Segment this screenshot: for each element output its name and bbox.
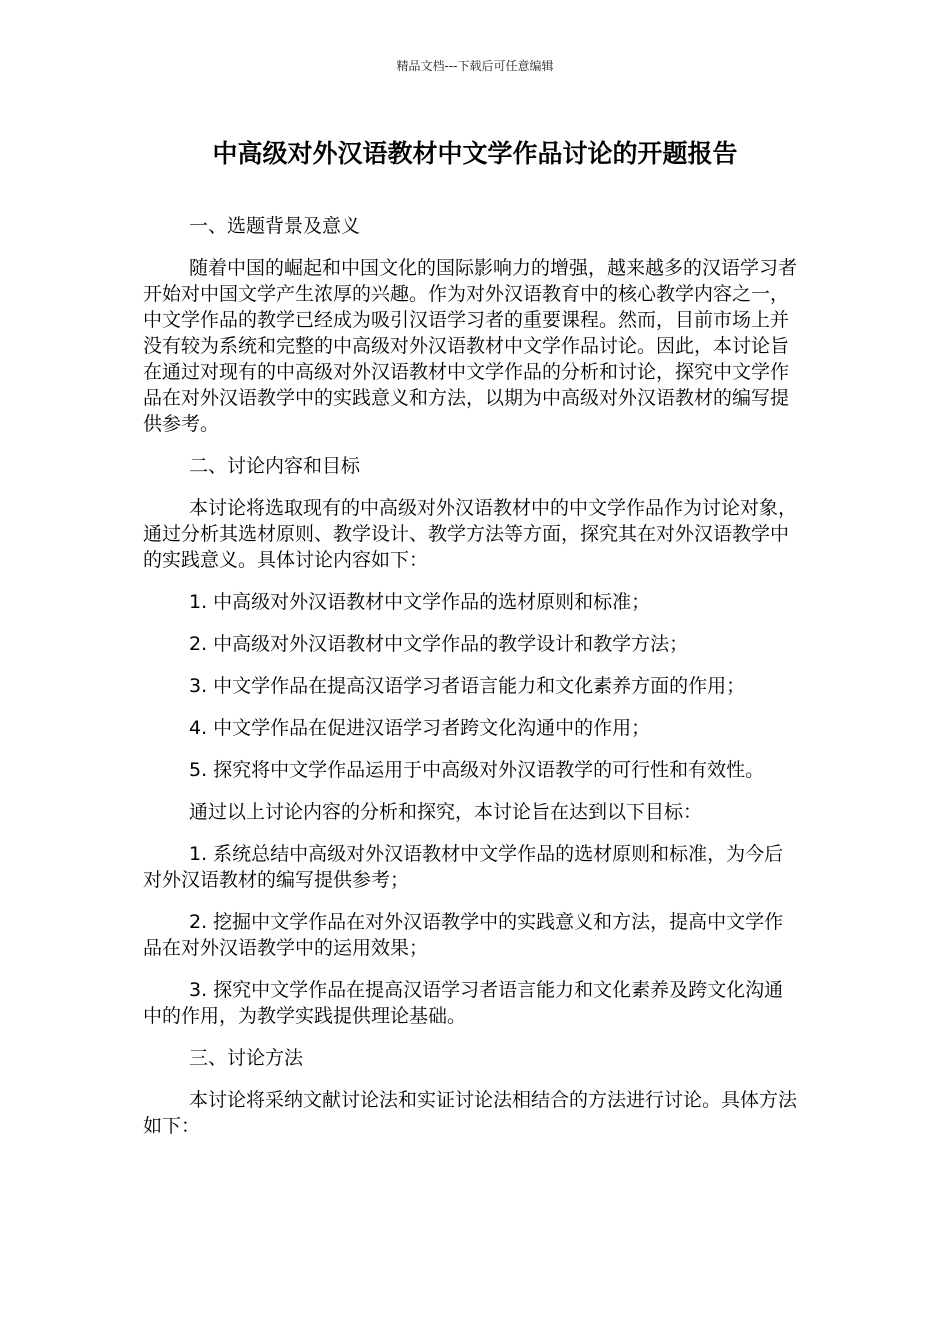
- content-list-item: [143, 757, 798, 783]
- list-number: 4.: [189, 717, 208, 739]
- list-number: 3.: [189, 675, 208, 697]
- list-text: 中高级对外汉语教材中文学作品的选材原则和标准；: [213, 591, 651, 613]
- list-text: 探究将中文学作品运用于中高级对外汉语教学的可行性和有效性。: [213, 759, 765, 781]
- list-text: 中高级对外汉语教材中文学作品的教学设计和教学方法；: [213, 633, 689, 655]
- list-number: 3.: [189, 979, 208, 1001]
- section-heading-methods: 三、讨论方法: [189, 1047, 304, 1069]
- document-body: [143, 213, 798, 1155]
- list-text: 探究中文学作品在提高汉语学习者语言能力和文化素养及跨文化沟通中的作用，为教学实践提供理论基础。: [143, 979, 784, 1027]
- goal-list-item: [143, 841, 798, 893]
- paragraph-goals-intro: 通过以上讨论内容的分析和探究，本讨论旨在达到以下目标：: [189, 801, 703, 823]
- list-text: 中文学作品在促进汉语学习者跨文化沟通中的作用；: [213, 717, 651, 739]
- content-list-item: [143, 673, 798, 699]
- list-text: 中文学作品在提高汉语学习者语言能力和文化素养方面的作用；: [213, 675, 746, 697]
- list-number: 2.: [189, 911, 208, 933]
- content-list-item: [143, 589, 798, 615]
- goal-list-item: [143, 977, 798, 1029]
- list-number: 5.: [189, 759, 208, 781]
- section-heading-background: 一、选题背景及意义: [189, 215, 361, 237]
- list-number: 2.: [189, 633, 208, 655]
- list-text: 系统总结中高级对外汉语教材中文学作品的选材原则和标准，为今后对外汉语教材的编写提供参考；: [143, 843, 784, 891]
- content-list-item: [143, 715, 798, 741]
- list-number: 1.: [189, 843, 208, 865]
- paragraph-background: 随着中国的崛起和中国文化的国际影响力的增强，越来越多的汉语学习者开始对中国文学产生浓厚的兴趣。作为对外汉语教育中的核心教学内容之一，中文学作品的教学已经成为吸引汉语学习者的重要课程。然而，目前市场上并没有较为系统和完整的中高级对外汉语教材中文学作品讨论。因此，本讨论旨在通过对现有的中高级对外汉语教材中文学作品的分析和讨论，探究中文学作品在对外汉语教学中的实践意义和方法，以期为中高级对外汉语教材的编写提供参考。: [143, 257, 798, 435]
- paragraph-content-intro: 本讨论将选取现有的中高级对外汉语教材中的中文学作品作为讨论对象，通过分析其选材原则、教学设计、教学方法等方面，探究其在对外汉语教学中的实践意义。具体讨论内容如下：: [143, 497, 798, 571]
- document-title: 中高级对外汉语教材中文学作品讨论的开题报告: [212, 139, 738, 168]
- section-heading-content-goals: 二、讨论内容和目标: [189, 455, 361, 477]
- content-list-item: [143, 631, 798, 657]
- goal-list-item: [143, 909, 798, 961]
- list-text: 挖掘中文学作品在对外汉语教学中的实践意义和方法，提高中文学作品在对外汉语教学中的运用效果；: [143, 911, 784, 959]
- paragraph-methods-intro: 本讨论将采纳文献讨论法和实证讨论法相结合的方法进行讨论。具体方法如下：: [143, 1089, 798, 1137]
- list-number: 1.: [189, 591, 208, 613]
- page-header-note: 精品文档---下载后可任意编辑: [396, 59, 554, 73]
